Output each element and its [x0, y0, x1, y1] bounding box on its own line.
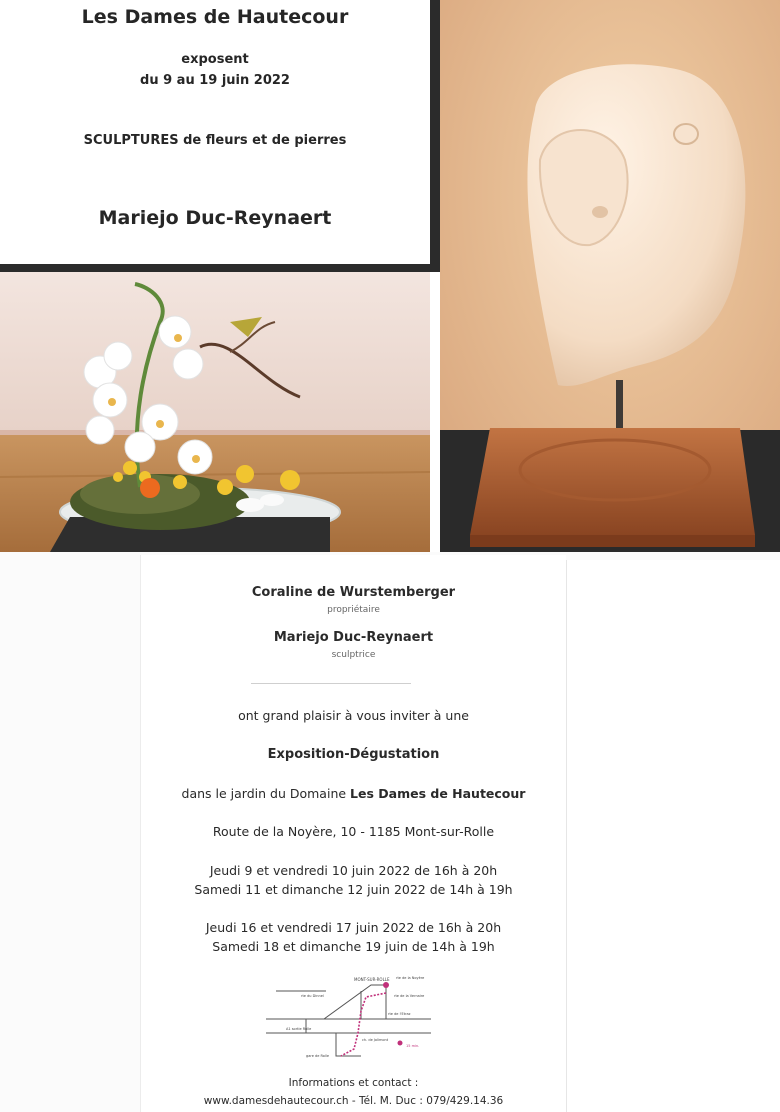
header-artist: Mariejo Duc-Reynaert [98, 207, 332, 229]
map-label-walk: 15 min. [406, 1044, 420, 1048]
map-label-noyere: rte de la Noyère [396, 976, 425, 980]
map-label-vernaire: rte de la Vernaire [394, 994, 425, 998]
artist-name: Mariejo Duc-Reynaert [273, 630, 434, 645]
map-label-a1: A1 sortie Rolle [286, 1027, 312, 1031]
invite-line: ont grand plaisir à vous inviter à une [238, 708, 469, 723]
walker-icon [398, 1041, 403, 1046]
map-label-jolimont: ch. de Jolimont [362, 1038, 389, 1042]
venue-prefix: dans le jardin du Domaine [181, 786, 351, 801]
photo-frame-bar [0, 264, 440, 272]
host-role: propriétaire [327, 605, 380, 615]
invitation-card [140, 555, 566, 1112]
header-subtitle: SCULPTURES de fleurs et de pierres [83, 133, 347, 148]
host-name: Coraline de Wurstemberger [251, 585, 456, 600]
date-line-3: Jeudi 16 et vendredi 17 juin 2022 de 16h à 20h [205, 920, 502, 935]
header-line-1: exposent [181, 52, 249, 67]
header-card [0, 0, 430, 264]
divider-line [251, 683, 411, 684]
venue-line [141, 786, 566, 801]
access-map [266, 971, 431, 1066]
contact-line: www.damesdehautecour.ch - Tél. M. Duc : 079/429.14.36 [203, 1095, 504, 1107]
event-title: Exposition-Dégustation [267, 747, 440, 762]
address: Route de la Noyère, 10 - 1185 Mont-sur-Rolle [212, 824, 495, 839]
venue-name: Les Dames de Hautecour [350, 786, 526, 801]
date-line-4: Samedi 18 et dimanche 19 juin de 14h à 19h [212, 939, 495, 954]
artist-role: sculptrice [331, 650, 376, 660]
map-label-town: MONT-SUR-ROLLE [354, 977, 390, 982]
stone-sculpture-photo [440, 0, 780, 552]
blank-side-panel [566, 560, 780, 1112]
photo-frame-divider [430, 0, 440, 272]
map-label-etraz: rte de l'Etraz [388, 1012, 411, 1016]
map-label-dinnel: rte du Dinnel [301, 994, 324, 998]
flower-arrangement-photo [0, 272, 430, 552]
contact-label: Informations et contact : [288, 1077, 419, 1089]
header-line-2: du 9 au 19 juin 2022 [140, 73, 290, 88]
date-line-1: Jeudi 9 et vendredi 10 juin 2022 de 16h à 20h [209, 863, 498, 878]
header-title: Les Dames de Hautecour [81, 6, 349, 28]
map-label-gare: gare de Rolle [306, 1054, 329, 1058]
date-line-2: Samedi 11 et dimanche 12 juin 2022 de 14h à 19h [194, 882, 513, 897]
